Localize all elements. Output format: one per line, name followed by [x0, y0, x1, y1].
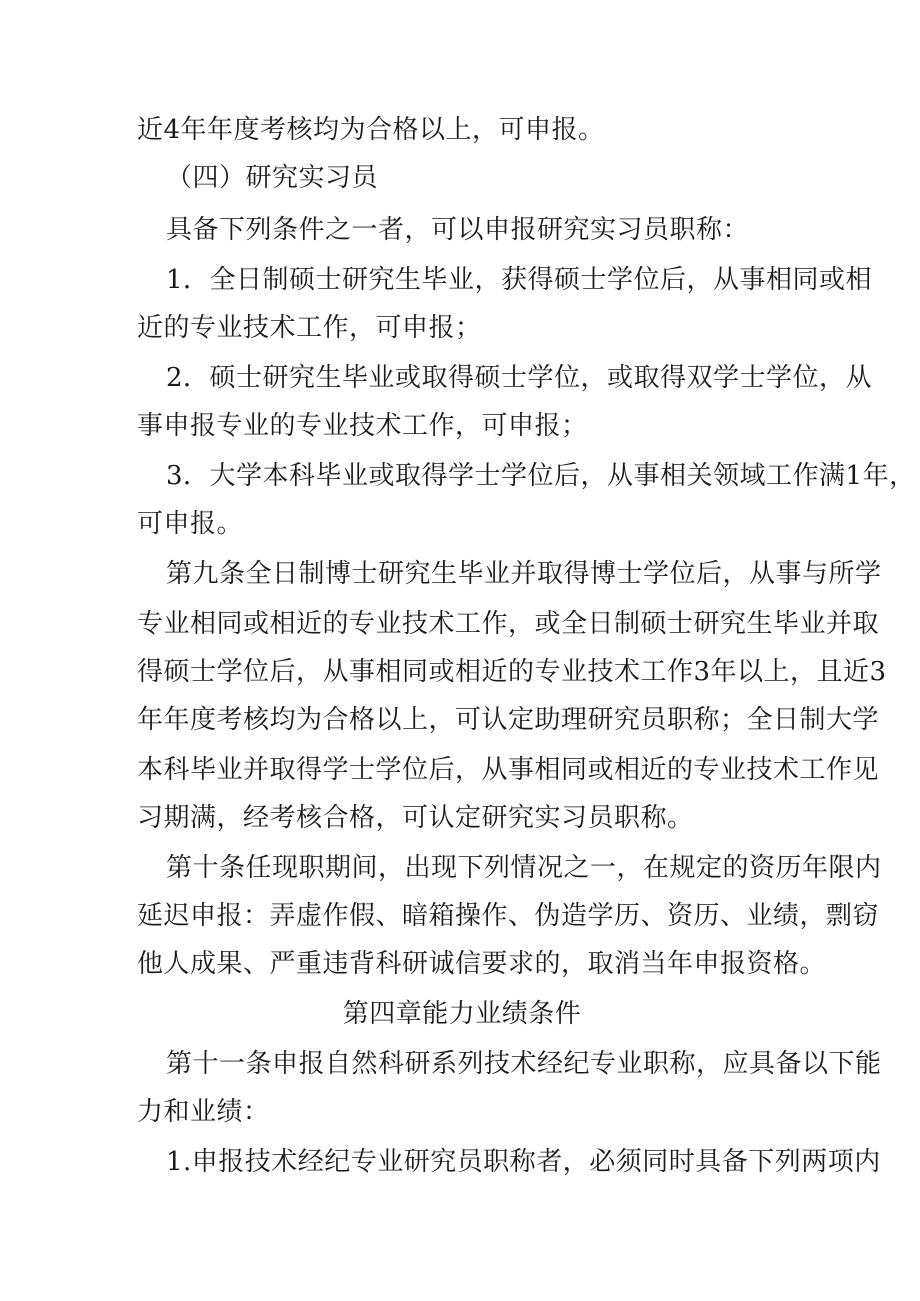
chapter-heading: 第四章能力业绩条件 — [342, 999, 582, 1029]
text-line: 延迟申报：弄虚作假、暗箱操作、伪造学历、资历、业绩，剽窃 — [137, 901, 880, 931]
section-heading: （四）研究实习员 — [166, 163, 379, 193]
article-11-line: 第十一条申报自然科研系列技术经纪专业职称，应具备以下能 — [166, 1049, 882, 1079]
list-item-2: 2．硕士研究生毕业或取得硕士学位，或取得双学士学位，从 — [166, 363, 873, 393]
article-10-line: 第十条任现职期间，出现下列情况之一，在规定的资历年限内 — [166, 853, 882, 883]
list-item-1: 1.申报技术经纪专业研究员职称者，必须同时具备下列两项内 — [166, 1147, 881, 1177]
text-line: 得硕士学位后，从事相同或相近的专业技术工作3年以上，且近3 — [137, 657, 887, 687]
text-line: 习期满，经考核合格，可认定研究实习员职称。 — [137, 803, 694, 833]
text-line: 专业相同或相近的专业技术工作，或全日制硕士研究生毕业并取 — [137, 609, 880, 639]
text-line: 可申报。 — [137, 509, 244, 539]
text-line: 事申报专业的专业技术工作，可申报； — [137, 411, 588, 441]
list-item-1: 1．全日制硕士研究生毕业，获得硕士学位后，从事相同或相 — [166, 265, 873, 295]
article-9-line: 第九条全日制博士研究生毕业并取得博士学位后，从事与所学 — [166, 559, 882, 589]
text-line: 近的专业技术工作，可申报； — [137, 313, 482, 343]
text-line: 本科毕业并取得学士学位后，从事相同或相近的专业技术工作见 — [137, 755, 880, 785]
text-line: 具备下列条件之一者，可以申报研究实习员职称： — [166, 215, 750, 245]
text-line: 近4年年度考核均为合格以上，可申报。 — [137, 115, 605, 145]
text-line: 年年度考核均为合格以上，可认定助理研究员职称；全日制大学 — [137, 705, 880, 735]
list-item-3: 3．大学本科毕业或取得学士学位后，从事相关领域工作满1年， — [166, 461, 916, 491]
text-line: 他人成果、严重违背科研诚信要求的，取消当年申报资格。 — [137, 949, 827, 979]
text-line: 力和业绩： — [137, 1097, 270, 1127]
